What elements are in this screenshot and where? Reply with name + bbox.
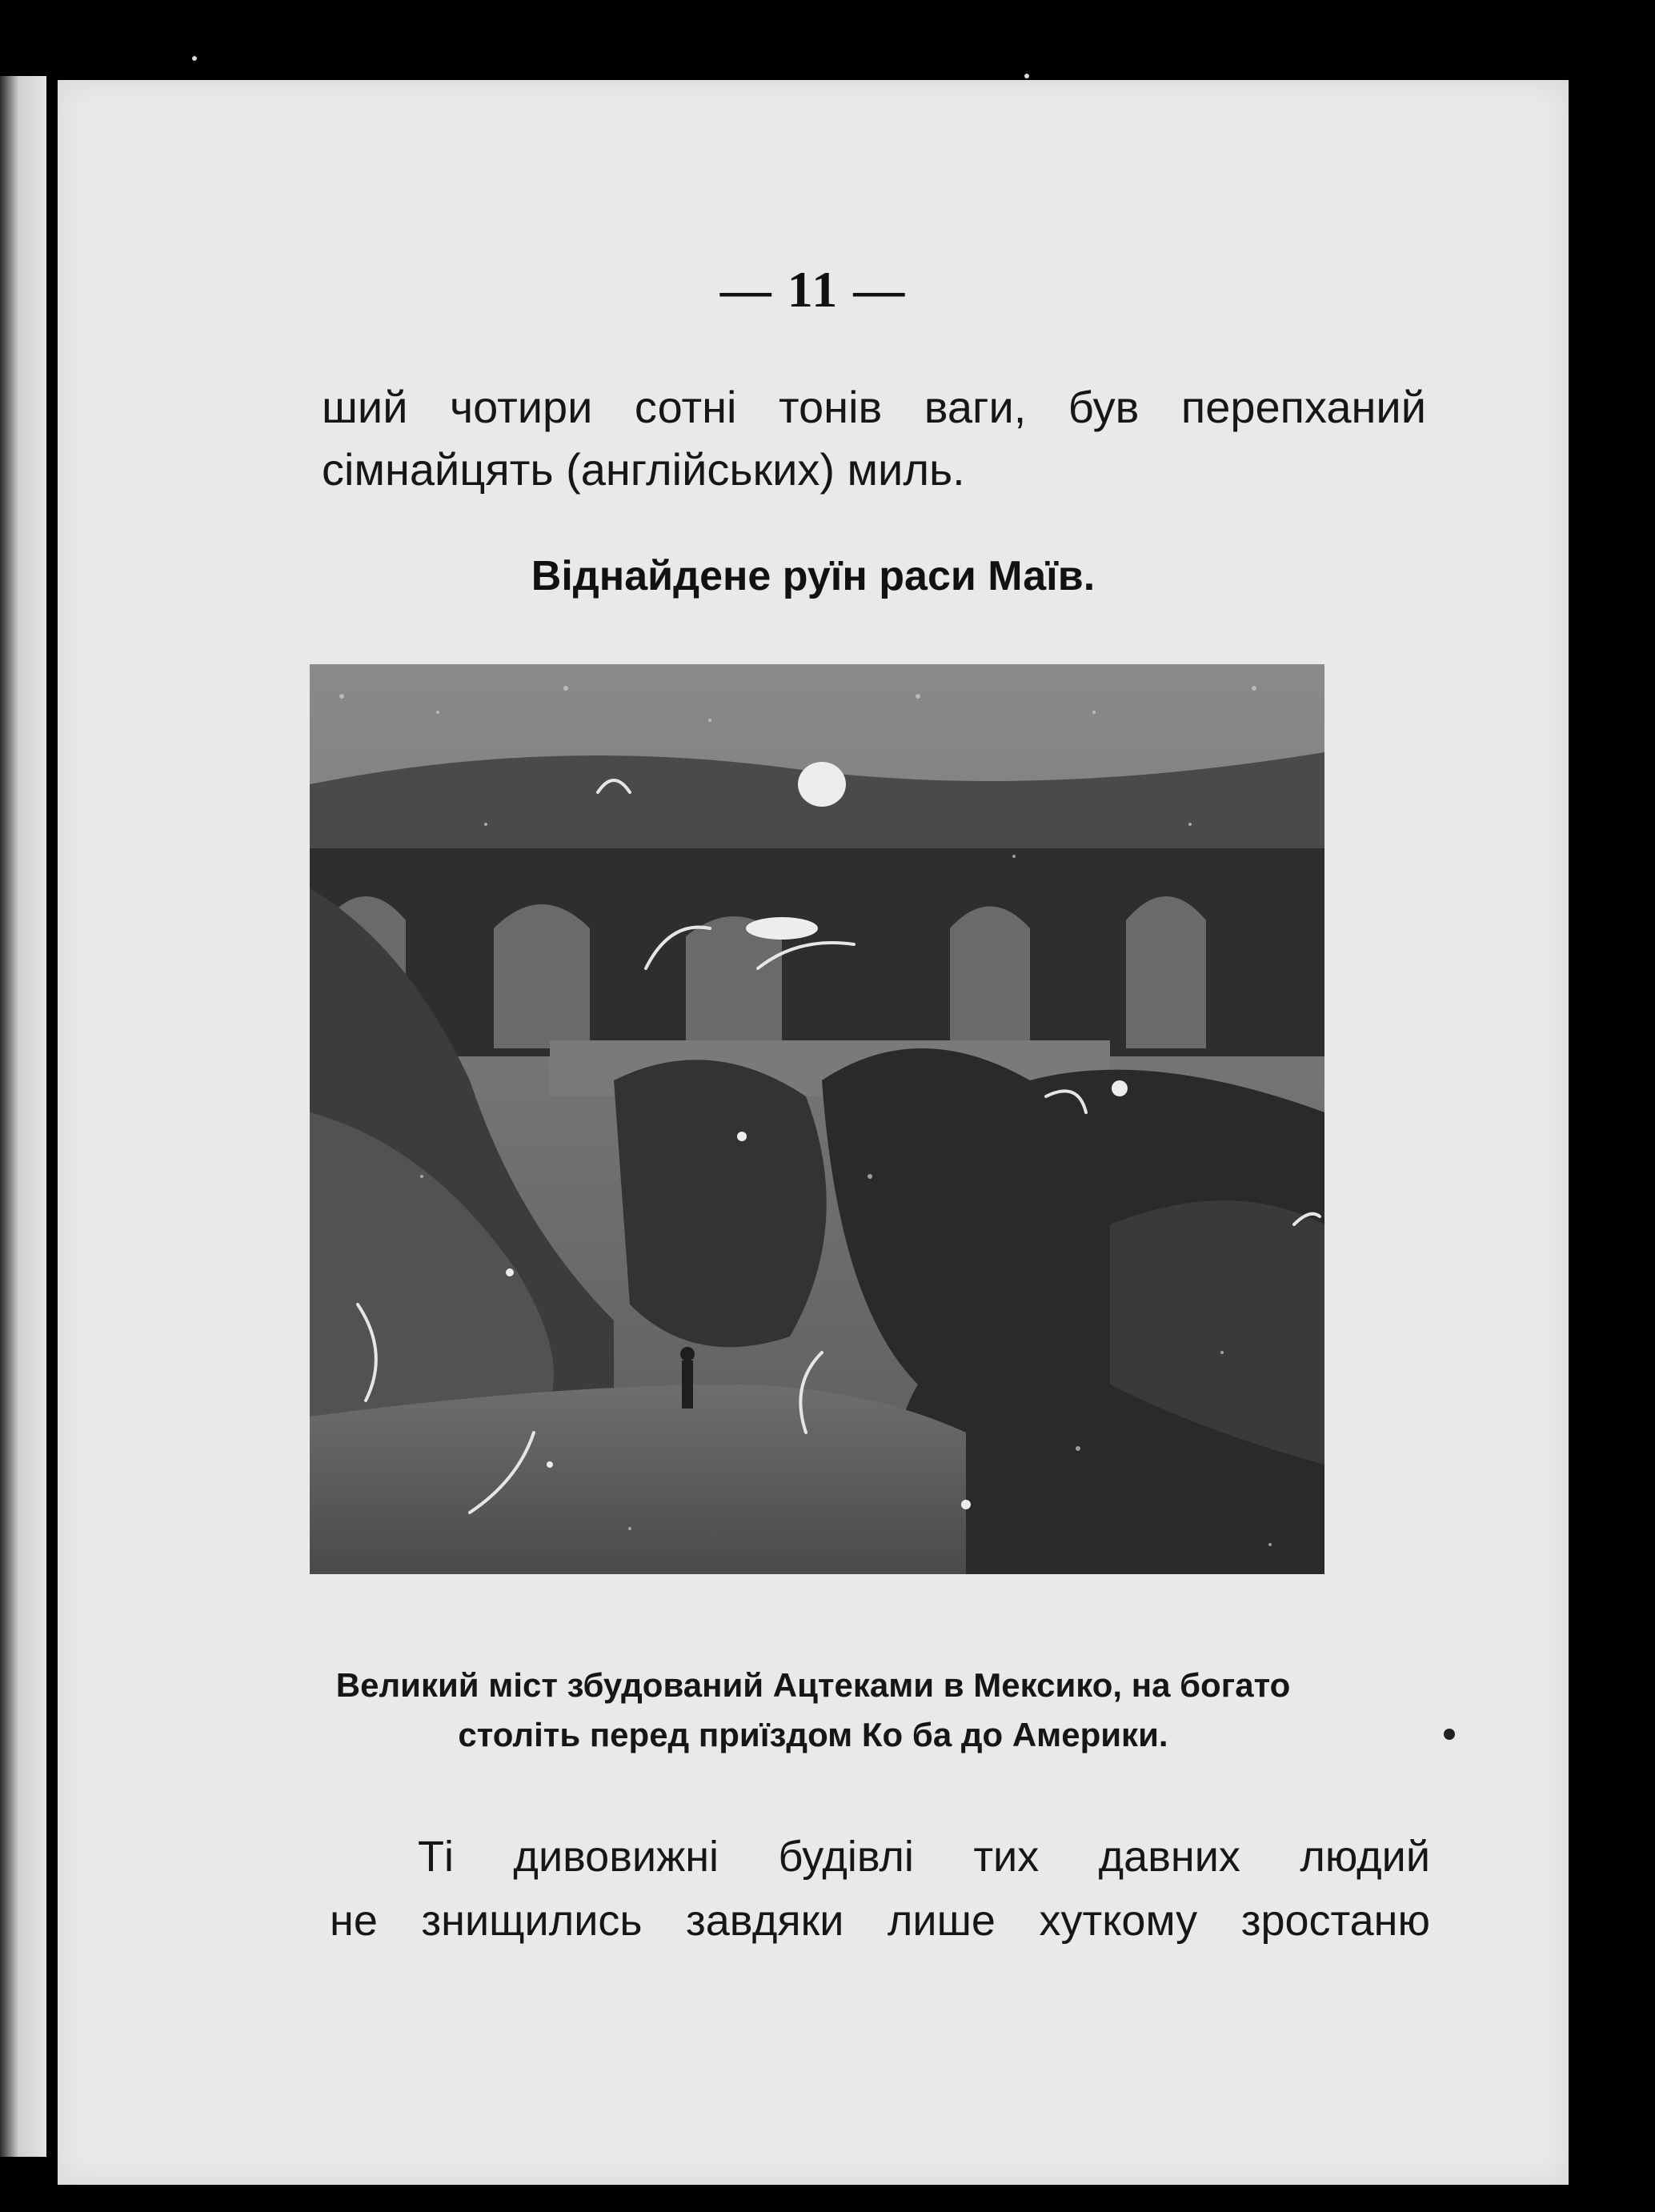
photo-illustration	[310, 664, 1324, 1574]
adjacent-page-edge	[0, 76, 46, 2157]
section-heading: Віднайдене руїн раси Маїв.	[531, 553, 1096, 599]
photo-caption-line-1: Великий міст збудований Ацтеками в Мексико, на богато	[335, 1666, 1291, 1704]
paragraph-top-line-2: сімнайцять (англійських) миль.	[322, 444, 965, 495]
book-page	[58, 80, 1569, 2185]
paragraph-bottom	[330, 1825, 1430, 1953]
scan-speck	[1444, 1729, 1455, 1740]
scan-speck	[192, 56, 197, 61]
aqueduct-ruins-photo	[310, 664, 1324, 1574]
paragraph-bottom-line-1: Ті дивовижні будівлі тих давних людий	[418, 1833, 1430, 1881]
photo-caption-line-2: століть перед приїздом Ко ба до Америки.	[458, 1716, 1168, 1753]
page-number: — 11 —	[719, 261, 907, 318]
photo-caption	[58, 1661, 1569, 1760]
paragraph-top	[322, 376, 1426, 501]
paragraph-top-line-1: ший чотири сотні тонів ваги, був перепханий	[322, 382, 1426, 432]
scan-speck	[1024, 74, 1029, 78]
paragraph-bottom-line-2: не знищились завдяки лише хуткому зростаню	[330, 1897, 1430, 1945]
